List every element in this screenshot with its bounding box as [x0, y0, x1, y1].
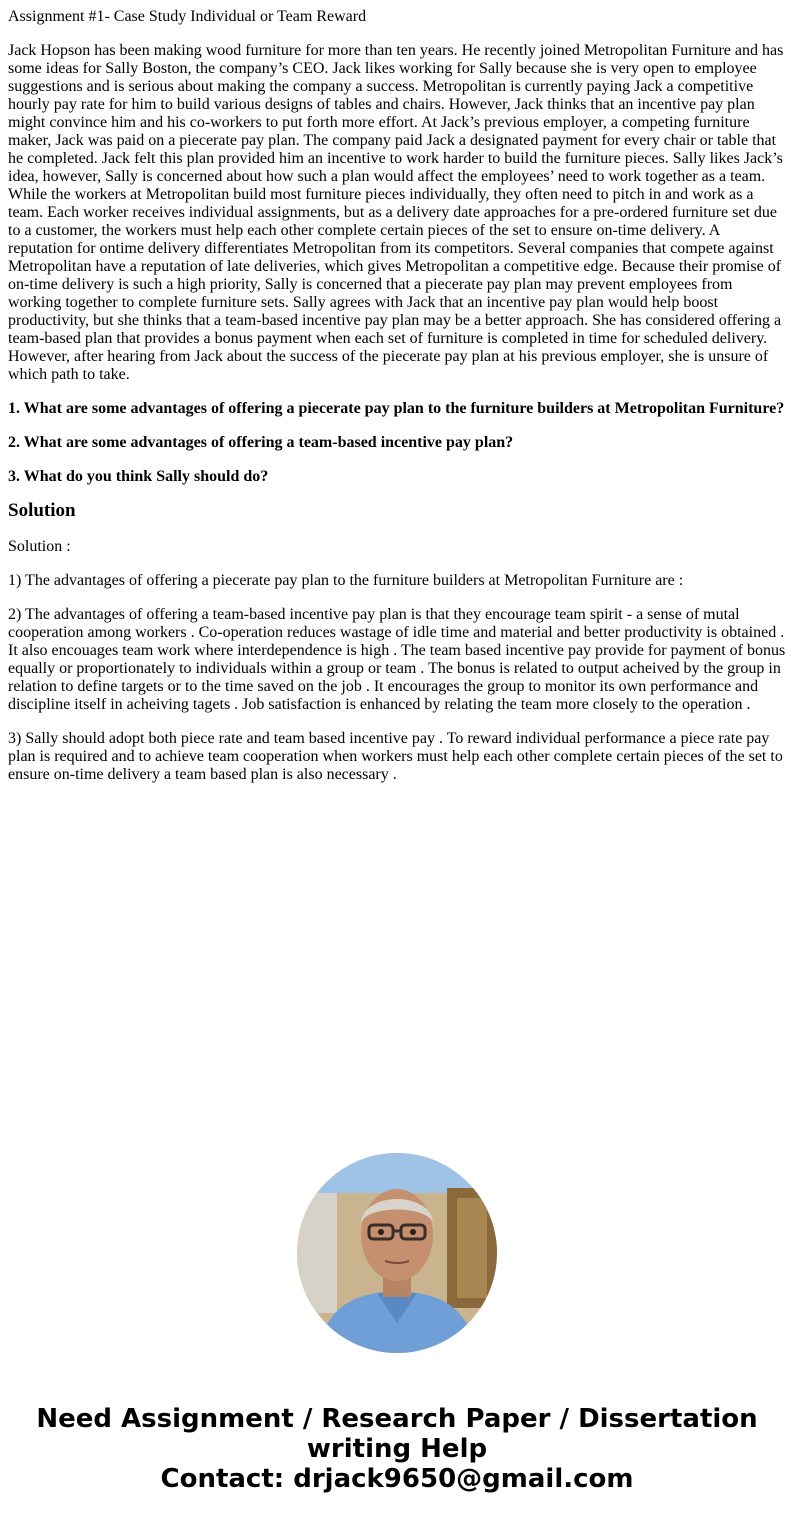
question-2: 2. What are some advantages of offering a team-based incentive pay plan? — [8, 434, 514, 451]
author-photo — [297, 1153, 497, 1353]
answer-3: 3) Sally should adopt both piece rate and team based incentive pay . To reward individual performance a piece rate pay plan is required and to achieve team cooperation when workers must help each other complete certain pieces of the set to ensure on-time delivery a team based plan is also necessary . — [8, 730, 783, 783]
promo-contact: Contact: drjack9650@gmail.com — [160, 1464, 634, 1494]
page-title: Assignment #1- Case Study Individual or Team Reward — [8, 8, 367, 25]
promo-line-2: writing Help — [306, 1434, 488, 1464]
case-study-paragraph: Jack Hopson has been making wood furniture for more than ten years. He recently joined Metropolitan Furniture and has some ideas for Sally Boston, the company’s CEO. Jack likes working for Sally because she is very open to employee suggestions and is serious about making the company a success. Metropolitan is currently paying Jack a competitive hourly pay rate for him to build various designs of tables and chairs. However, Jack thinks that an incentive pay plan might convince him and his co-workers to put forth more effort. At Jack’s previous employer, a competing furniture maker, Jack was paid on a piecerate pay plan. The company paid Jack a designated payment for every chair or table that he completed. Jack felt this plan provided him an incentive to work harder to build the furniture pieces. Sally likes Jack’s idea, however, Sally is concerned about how such a plan would affect the employees’ need to work together as a team. While the workers at Metropolitan build most furniture pieces individually, they often need to pitch in and work as a team. Each worker receives individual assignments, but as a delivery date approaches for a pre-ordered furniture set due to a customer, the workers must help each other complete certain pieces of the set to ensure on-time delivery. A reputation for ontime delivery differentiates Metropolitan from its competitors. Several companies that compete against Metropolitan have a reputation of late deliveries, which gives Metropolitan a competitive edge. Because their promise of on-time delivery is such a high priority, Sally is concerned that a piecerate pay plan may prevent employees from working together to complete furniture sets. Sally agrees with Jack that an incentive pay plan would help boost productivity, but she thinks that a team-based incentive pay plan may be a better approach. She has considered offering a team-based plan that provides a bonus payment when each set of furniture is completed in time for scheduled delivery. However, after hearing from Jack about the success of the piecerate pay plan at his previous employer, she is unsure of which path to take. — [8, 42, 784, 383]
answer-2: 2) The advantages of offering a team-based incentive pay plan is that they encourage team spirit - a sense of mutal cooperation among workers . Co-operation reduces wastage of idle time and material and better productivity is obtained . It also encouages team work where interdependence is high . The team based incentive pay provide for payment of bonus equally or proportionately to individuals within a group or team . The bonus is related to output acheived by the group in relation to define targets or to the time saved on the job . It encourages the group to monitor its own performance and discipline itself in acheiving tagets . Job satisfaction is enhanced by relating the team more closely to the operation . — [8, 606, 786, 713]
promo-line-1: Need Assignment / Research Paper / Dissertation — [36, 1404, 758, 1434]
answer-1: 1) The advantages of offering a piecerate pay plan to the furniture builders at Metropolitan Furniture are : — [8, 572, 684, 589]
document-body — [8, 8, 786, 784]
solution-heading: Solution — [8, 500, 76, 521]
question-1: 1. What are some advantages of offering a piecerate pay plan to the furniture builders at Metropolitan Furniture? — [8, 400, 785, 417]
promo-banner — [0, 1404, 794, 1494]
question-3: 3. What do you think Sally should do? — [8, 468, 269, 485]
solution-intro: Solution : — [8, 538, 71, 555]
